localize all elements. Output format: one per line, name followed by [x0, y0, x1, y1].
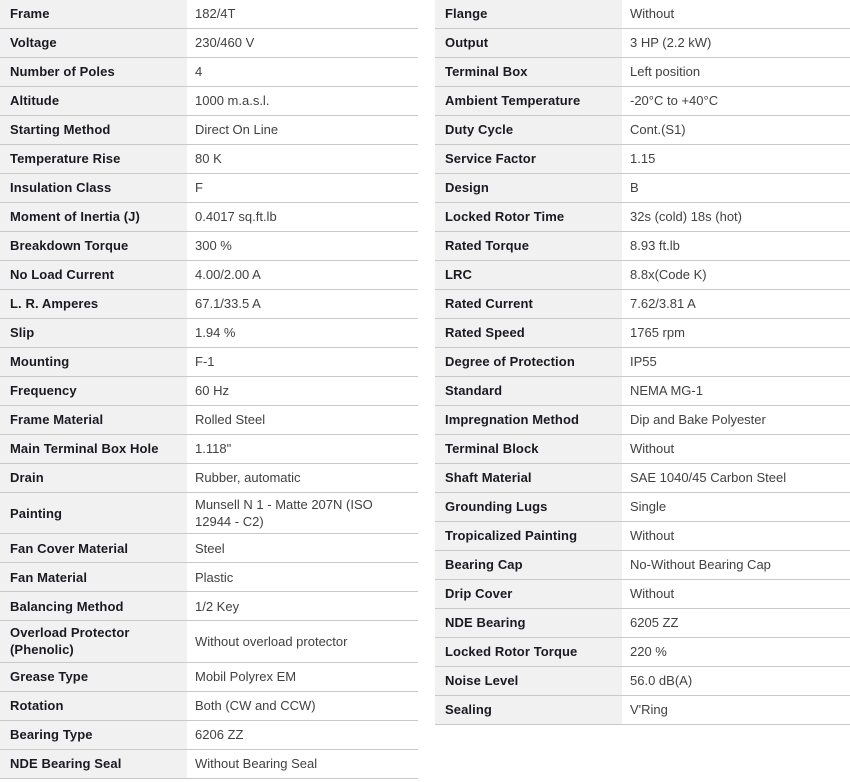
spec-table-left — [0, 0, 418, 779]
spec-value: F-1 — [195, 354, 215, 370]
spec-label: Rated Torque — [435, 232, 622, 260]
spec-label: Noise Level — [435, 667, 622, 695]
spec-row — [435, 290, 850, 319]
spec-label: Rated Speed — [435, 319, 622, 347]
spec-label: Overload Protector (Phenolic) — [0, 621, 187, 661]
spec-label: Bearing Cap — [435, 551, 622, 579]
spec-row — [0, 348, 418, 377]
spec-value: 1765 rpm — [630, 325, 685, 341]
spec-value: 4 — [195, 64, 203, 80]
spec-value: 7.62/3.81 A — [630, 296, 696, 312]
spec-value: Single — [630, 499, 667, 515]
spec-value: 220 % — [630, 644, 667, 660]
spec-label: Fan Material — [0, 563, 187, 591]
spec-value: 80 K — [195, 151, 222, 167]
spec-row — [0, 592, 418, 621]
spec-row — [0, 116, 418, 145]
spec-label: Altitude — [0, 87, 187, 115]
spec-label: Impregnation Method — [435, 406, 622, 434]
spec-label: Frame Material — [0, 406, 187, 434]
spec-value: -20°C to +40°C — [630, 93, 719, 109]
spec-value: 56.0 dB(A) — [630, 673, 693, 689]
spec-row — [0, 261, 418, 290]
spec-label: Painting — [0, 493, 187, 533]
spec-label: Rotation — [0, 692, 187, 720]
spec-value: SAE 1040/45 Carbon Steel — [630, 470, 787, 486]
spec-label: Starting Method — [0, 116, 187, 144]
spec-value: Mobil Polyrex EM — [195, 669, 297, 685]
spec-value: Without Bearing Seal — [195, 756, 318, 772]
spec-label: Temperature Rise — [0, 145, 187, 173]
spec-row — [435, 319, 850, 348]
spec-value: No-Without Bearing Cap — [630, 557, 771, 573]
spec-label: Frame — [0, 0, 187, 28]
spec-label: Grounding Lugs — [435, 493, 622, 521]
spec-value: Without overload protector — [195, 633, 348, 649]
spec-value: Without — [630, 586, 675, 602]
spec-label: Rated Current — [435, 290, 622, 318]
spec-value: F — [195, 180, 203, 196]
spec-value: Dip and Bake Polyester — [630, 412, 766, 428]
spec-label: Balancing Method — [0, 592, 187, 620]
spec-value: 6206 ZZ — [195, 727, 244, 743]
spec-row — [0, 58, 418, 87]
spec-label: NDE Bearing — [435, 609, 622, 637]
spec-value: Rubber, automatic — [195, 470, 301, 486]
spec-value: 6205 ZZ — [630, 615, 679, 631]
spec-row — [435, 522, 850, 551]
spec-label: Design — [435, 174, 622, 202]
spec-value: Munsell N 1 - Matte 207N (ISO 12944 - C2) — [195, 497, 373, 530]
spec-label: Terminal Box — [435, 58, 622, 86]
spec-row — [435, 87, 850, 116]
spec-row — [435, 58, 850, 87]
spec-label: Terminal Block — [435, 435, 622, 463]
spec-row — [0, 750, 418, 779]
spec-value: Cont.(S1) — [630, 122, 686, 138]
spec-value: 182/4T — [195, 6, 236, 22]
spec-value: Left position — [630, 64, 701, 80]
spec-label: Output — [435, 29, 622, 57]
spec-table-right — [435, 0, 850, 725]
spec-value: 300 % — [195, 238, 232, 254]
spec-row — [0, 29, 418, 58]
spec-value: 1/2 Key — [195, 598, 240, 614]
spec-value: Without — [630, 441, 675, 457]
spec-value: 1.118" — [195, 441, 232, 457]
spec-label: Drain — [0, 464, 187, 492]
spec-value: 1.15 — [630, 151, 656, 167]
spec-row — [435, 435, 850, 464]
spec-value: NEMA MG-1 — [630, 383, 703, 399]
spec-value: 32s (cold) 18s (hot) — [630, 209, 742, 225]
spec-row — [435, 667, 850, 696]
spec-value: 0.4017 sq.ft.lb — [195, 209, 277, 225]
spec-label: Ambient Temperature — [435, 87, 622, 115]
spec-value: 4.00/2.00 A — [195, 267, 261, 283]
spec-value: Both (CW and CCW) — [195, 698, 316, 714]
spec-row — [0, 145, 418, 174]
spec-label: Insulation Class — [0, 174, 187, 202]
spec-label: Degree of Protection — [435, 348, 622, 376]
spec-label: Drip Cover — [435, 580, 622, 608]
spec-value: IP55 — [630, 354, 657, 370]
spec-label: Bearing Type — [0, 721, 187, 749]
spec-row — [435, 609, 850, 638]
spec-row — [435, 493, 850, 522]
spec-row — [0, 174, 418, 203]
spec-label: L. R. Amperes — [0, 290, 187, 318]
spec-row — [0, 203, 418, 232]
spec-row — [435, 551, 850, 580]
spec-row — [435, 348, 850, 377]
spec-row — [0, 563, 418, 592]
spec-row — [435, 261, 850, 290]
spec-label: Main Terminal Box Hole — [0, 435, 187, 463]
spec-label: Tropicalized Painting — [435, 522, 622, 550]
spec-value: 67.1/33.5 A — [195, 296, 261, 312]
spec-row — [0, 290, 418, 319]
spec-label: Service Factor — [435, 145, 622, 173]
spec-row — [0, 232, 418, 261]
spec-value: Rolled Steel — [195, 412, 266, 428]
spec-row — [435, 0, 850, 29]
spec-value: Without — [630, 528, 675, 544]
spec-row — [435, 145, 850, 174]
spec-label: Breakdown Torque — [0, 232, 187, 260]
spec-label: Locked Rotor Torque — [435, 638, 622, 666]
spec-label: No Load Current — [0, 261, 187, 289]
spec-row — [435, 638, 850, 667]
spec-row — [0, 493, 418, 534]
spec-label: Flange — [435, 0, 622, 28]
spec-row — [0, 406, 418, 435]
spec-value: 60 Hz — [195, 383, 229, 399]
spec-row — [0, 721, 418, 750]
spec-row — [435, 232, 850, 261]
spec-row — [435, 29, 850, 58]
spec-row — [435, 116, 850, 145]
spec-row — [0, 87, 418, 116]
spec-value: 1.94 % — [195, 325, 236, 341]
spec-label: Number of Poles — [0, 58, 187, 86]
spec-row — [435, 696, 850, 725]
spec-value: Steel — [195, 540, 225, 556]
spec-label: Slip — [0, 319, 187, 347]
spec-label: Locked Rotor Time — [435, 203, 622, 231]
spec-label: Duty Cycle — [435, 116, 622, 144]
spec-label: NDE Bearing Seal — [0, 750, 187, 778]
spec-value: Without — [630, 6, 675, 22]
spec-row — [435, 464, 850, 493]
spec-label: Frequency — [0, 377, 187, 405]
spec-label: Fan Cover Material — [0, 534, 187, 562]
spec-row — [0, 663, 418, 692]
spec-label: Standard — [435, 377, 622, 405]
spec-label: Sealing — [435, 696, 622, 724]
spec-row — [435, 406, 850, 435]
spec-value: Plastic — [195, 569, 234, 585]
spec-value: 8.93 ft.lb — [630, 238, 680, 254]
spec-label: Mounting — [0, 348, 187, 376]
spec-value: V'Ring — [630, 702, 668, 718]
spec-row — [435, 580, 850, 609]
spec-value: 1000 m.a.s.l. — [195, 93, 270, 109]
spec-row — [0, 377, 418, 406]
spec-row — [435, 203, 850, 232]
spec-row — [0, 464, 418, 493]
spec-label: Grease Type — [0, 663, 187, 691]
spec-row — [435, 377, 850, 406]
spec-row — [0, 0, 418, 29]
spec-row — [0, 692, 418, 721]
spec-label: Voltage — [0, 29, 187, 57]
spec-row — [0, 534, 418, 563]
spec-value: Direct On Line — [195, 122, 279, 138]
spec-value: 230/460 V — [195, 35, 255, 51]
spec-value: 8.8x(Code K) — [630, 267, 707, 283]
spec-row — [435, 174, 850, 203]
spec-row — [0, 435, 418, 464]
spec-value: 3 HP (2.2 kW) — [630, 35, 712, 51]
spec-row — [0, 319, 418, 348]
spec-label: LRC — [435, 261, 622, 289]
spec-label: Shaft Material — [435, 464, 622, 492]
spec-label: Moment of Inertia (J) — [0, 203, 187, 231]
spec-row — [0, 621, 418, 662]
spec-value: B — [630, 180, 639, 196]
